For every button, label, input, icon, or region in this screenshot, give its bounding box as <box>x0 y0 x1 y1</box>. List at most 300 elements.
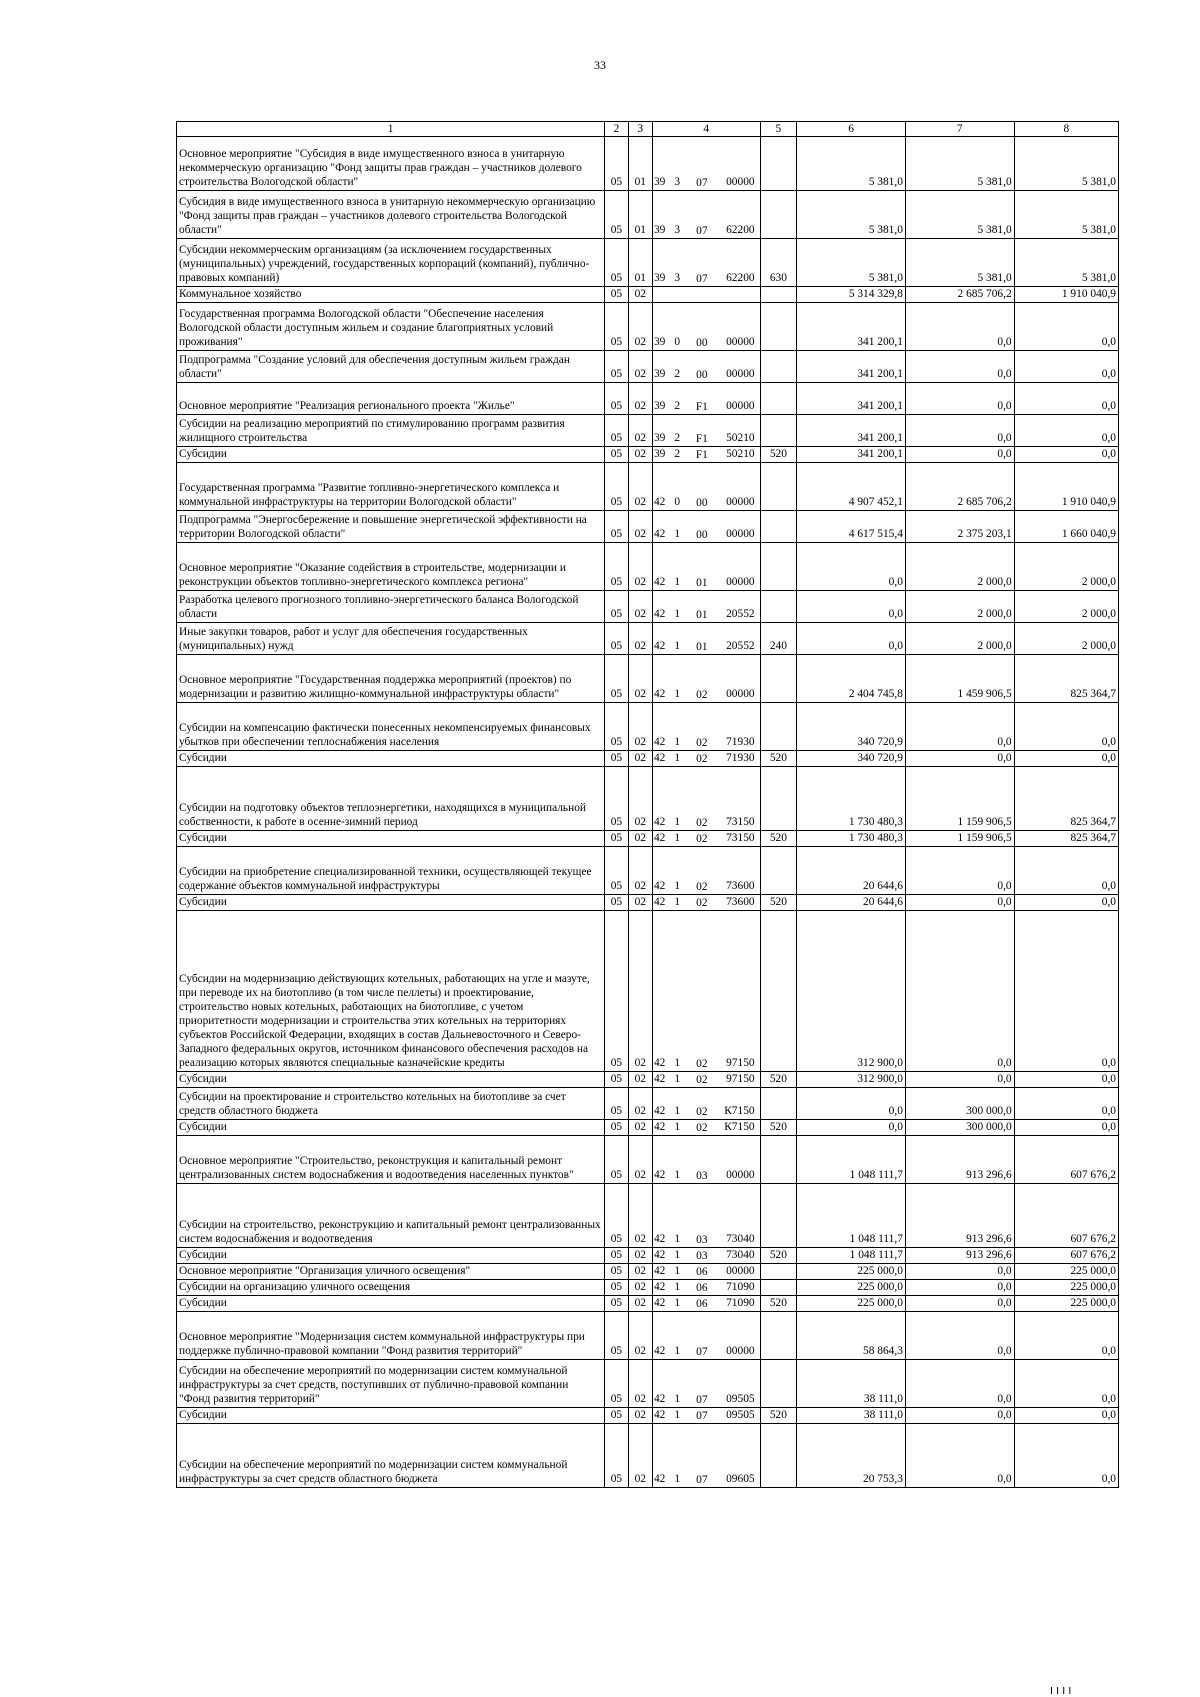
row-subsection-code: 01 <box>628 137 652 191</box>
row-amount-col7: 5 381,0 <box>905 191 1014 239</box>
row-direction-code: 73600 <box>713 847 760 895</box>
row-amount-col7: 5 381,0 <box>905 137 1014 191</box>
row-event-code: 02 <box>690 895 713 911</box>
row-direction-code: 97150 <box>713 1072 760 1088</box>
row-amount-col8: 0,0 <box>1014 383 1118 415</box>
row-amount-col7: 0,0 <box>905 1360 1014 1408</box>
row-amount-col6: 1 730 480,3 <box>797 831 906 847</box>
row-amount-col6: 1 048 111,7 <box>797 1184 906 1248</box>
row-subsection-code: 02 <box>628 1280 652 1296</box>
row-event-code: 03 <box>690 1248 713 1264</box>
row-program-code: 42 <box>652 703 671 751</box>
row-section-code: 05 <box>605 1136 628 1184</box>
row-direction-code: 00000 <box>713 511 760 543</box>
row-amount-col7: 2 000,0 <box>905 623 1014 655</box>
table-row <box>177 1088 1119 1120</box>
row-section-code: 05 <box>605 383 628 415</box>
row-direction-code: 20552 <box>713 591 760 623</box>
table-row <box>177 1184 1119 1248</box>
row-expense-type: 520 <box>760 895 797 911</box>
row-program-code: 39 <box>652 137 671 191</box>
row-event-code: 02 <box>690 1120 713 1136</box>
row-amount-col7: 2 685 706,2 <box>905 463 1014 511</box>
row-expense-type <box>760 1280 797 1296</box>
row-event-code: 01 <box>690 623 713 655</box>
row-subsection-code: 02 <box>628 1312 652 1360</box>
row-amount-col7: 0,0 <box>905 1072 1014 1088</box>
row-subprogram-code: 1 <box>671 895 690 911</box>
row-section-code: 05 <box>605 895 628 911</box>
row-program-code: 42 <box>652 1072 671 1088</box>
row-amount-col6: 225 000,0 <box>797 1264 906 1280</box>
row-amount-col8: 2 000,0 <box>1014 623 1118 655</box>
row-amount-col6: 5 314 329,8 <box>797 287 906 303</box>
row-amount-col7: 913 296,6 <box>905 1248 1014 1264</box>
budget-table <box>176 121 1119 1488</box>
row-amount-col7: 0,0 <box>905 447 1014 463</box>
row-subsection-code: 02 <box>628 1296 652 1312</box>
row-expense-type <box>760 655 797 703</box>
row-program-code: 42 <box>652 511 671 543</box>
row-amount-col8: 825 364,7 <box>1014 831 1118 847</box>
row-amount-col8: 607 676,2 <box>1014 1184 1118 1248</box>
row-expense-type <box>760 543 797 591</box>
row-subprogram-code: 3 <box>671 239 690 287</box>
row-event-code: 07 <box>690 1360 713 1408</box>
row-item-name: Субсидии <box>177 1072 605 1088</box>
row-section-code: 05 <box>605 831 628 847</box>
row-item-name: Субсидии <box>177 831 605 847</box>
row-expense-type <box>760 1312 797 1360</box>
row-section-code: 05 <box>605 415 628 447</box>
row-amount-col7: 0,0 <box>905 1264 1014 1280</box>
row-expense-type: 520 <box>760 1120 797 1136</box>
row-amount-col6: 58 864,3 <box>797 1312 906 1360</box>
row-subsection-code: 02 <box>628 1088 652 1120</box>
row-expense-type: 520 <box>760 1248 797 1264</box>
row-item-name: Субсидии <box>177 1248 605 1264</box>
row-section-code: 05 <box>605 847 628 895</box>
row-section-code: 05 <box>605 767 628 831</box>
row-program-code: 42 <box>652 1248 671 1264</box>
row-item-name: Основное мероприятие "Строительство, реконструкция и капитальный ремонт централизованных систем водоснабжения и водоотведения населенных пунктов" <box>177 1136 605 1184</box>
row-subprogram-code: 1 <box>671 1280 690 1296</box>
row-event-code: 07 <box>690 239 713 287</box>
row-direction-code: 50210 <box>713 415 760 447</box>
row-subprogram-code: 1 <box>671 1312 690 1360</box>
row-event-code: 07 <box>690 1408 713 1424</box>
row-item-name: Основное мероприятие "Оказание содействия в строительстве, модернизации и реконструкции объектов топливно-энергетического комплекса региона" <box>177 543 605 591</box>
row-amount-col6: 341 200,1 <box>797 415 906 447</box>
row-amount-col8: 0,0 <box>1014 1088 1118 1120</box>
row-direction-code: 00000 <box>713 383 760 415</box>
row-subsection-code: 02 <box>628 1424 652 1488</box>
row-subprogram-code: 2 <box>671 447 690 463</box>
row-amount-col8: 5 381,0 <box>1014 239 1118 287</box>
table-row <box>177 191 1119 239</box>
row-amount-col7: 0,0 <box>905 1280 1014 1296</box>
row-event-code: F1 <box>690 383 713 415</box>
row-amount-col6: 340 720,9 <box>797 703 906 751</box>
row-direction-code: 71090 <box>713 1280 760 1296</box>
row-event-code: 02 <box>690 767 713 831</box>
row-section-code: 05 <box>605 137 628 191</box>
row-program-code: 39 <box>652 415 671 447</box>
header-col-1: 1 <box>177 122 605 137</box>
row-program-code: 42 <box>652 911 671 1072</box>
row-expense-type <box>760 1360 797 1408</box>
row-section-code: 05 <box>605 1072 628 1088</box>
row-subprogram-code <box>671 287 690 303</box>
row-subsection-code: 01 <box>628 191 652 239</box>
row-item-name: Иные закупки товаров, работ и услуг для обеспечения государственных (муниципальных) нужд <box>177 623 605 655</box>
row-subprogram-code: 1 <box>671 655 690 703</box>
row-item-name: Разработка целевого прогнозного топливно-энергетического баланса Вологодской области <box>177 591 605 623</box>
row-section-code: 05 <box>605 1280 628 1296</box>
row-section-code: 05 <box>605 1360 628 1408</box>
row-subprogram-code: 2 <box>671 351 690 383</box>
row-amount-col7: 913 296,6 <box>905 1136 1014 1184</box>
row-amount-col8: 0,0 <box>1014 351 1118 383</box>
row-program-code: 42 <box>652 1184 671 1248</box>
row-amount-col8: 2 000,0 <box>1014 591 1118 623</box>
row-section-code: 05 <box>605 1184 628 1248</box>
row-item-name: Субсидии на проектирование и строительство котельных на биотопливе за счет средств областного бюджета <box>177 1088 605 1120</box>
row-event-code: 02 <box>690 1088 713 1120</box>
row-program-code: 42 <box>652 623 671 655</box>
row-section-code: 05 <box>605 703 628 751</box>
row-subsection-code: 02 <box>628 383 652 415</box>
row-item-name: Субсидии на компенсацию фактически понесенных некомпенсируемых финансовых убытков при обеспечении теплоснабжения населения <box>177 703 605 751</box>
row-subprogram-code: 1 <box>671 1360 690 1408</box>
row-program-code: 42 <box>652 591 671 623</box>
row-program-code: 42 <box>652 767 671 831</box>
header-col-4: 4 <box>652 122 760 137</box>
row-expense-type <box>760 1424 797 1488</box>
row-event-code: 02 <box>690 847 713 895</box>
row-event-code: 02 <box>690 751 713 767</box>
row-subsection-code: 02 <box>628 831 652 847</box>
row-amount-col8: 825 364,7 <box>1014 655 1118 703</box>
row-subsection-code: 02 <box>628 767 652 831</box>
row-expense-type: 520 <box>760 831 797 847</box>
row-amount-col7: 0,0 <box>905 1424 1014 1488</box>
table-row <box>177 831 1119 847</box>
row-program-code <box>652 287 671 303</box>
row-direction-code: 09505 <box>713 1360 760 1408</box>
row-expense-type <box>760 511 797 543</box>
row-section-code: 05 <box>605 1296 628 1312</box>
row-expense-type <box>760 383 797 415</box>
row-subsection-code: 02 <box>628 895 652 911</box>
row-event-code: 07 <box>690 1424 713 1488</box>
row-amount-col6: 225 000,0 <box>797 1296 906 1312</box>
row-subsection-code: 02 <box>628 1120 652 1136</box>
row-direction-code: 09505 <box>713 1408 760 1424</box>
header-col-8: 8 <box>1014 122 1118 137</box>
row-expense-type <box>760 191 797 239</box>
row-event-code: 00 <box>690 351 713 383</box>
row-event-code: 06 <box>690 1296 713 1312</box>
row-direction-code: 71930 <box>713 751 760 767</box>
row-amount-col7: 0,0 <box>905 1296 1014 1312</box>
table-row <box>177 1280 1119 1296</box>
table-row <box>177 911 1119 1072</box>
row-program-code: 42 <box>652 543 671 591</box>
row-amount-col6: 5 381,0 <box>797 191 906 239</box>
row-amount-col6: 341 200,1 <box>797 351 906 383</box>
row-amount-col8: 1 660 040,9 <box>1014 511 1118 543</box>
row-subprogram-code: 1 <box>671 767 690 831</box>
row-item-name: Субсидии на строительство, реконструкцию и капитальный ремонт централизованных систем водоснабжения и водоотведения <box>177 1184 605 1248</box>
row-program-code: 42 <box>652 1088 671 1120</box>
row-amount-col6: 225 000,0 <box>797 1280 906 1296</box>
header-row <box>177 122 1119 137</box>
row-subprogram-code: 1 <box>671 623 690 655</box>
table-row <box>177 1312 1119 1360</box>
row-item-name: Субсидии на обеспечение мероприятий по модернизации систем коммунальной инфраструктуры за счет средств, поступивших от публично-правовой компании "Фонд развития территорий" <box>177 1360 605 1408</box>
row-section-code: 05 <box>605 447 628 463</box>
row-amount-col8: 825 364,7 <box>1014 767 1118 831</box>
row-direction-code: 73600 <box>713 895 760 911</box>
row-amount-col6: 4 617 515,4 <box>797 511 906 543</box>
row-program-code: 42 <box>652 751 671 767</box>
row-section-code: 05 <box>605 511 628 543</box>
row-amount-col8: 0,0 <box>1014 911 1118 1072</box>
row-direction-code <box>713 287 760 303</box>
row-subsection-code: 02 <box>628 703 652 751</box>
row-expense-type <box>760 137 797 191</box>
row-program-code: 39 <box>652 383 671 415</box>
row-direction-code: 09605 <box>713 1424 760 1488</box>
table-row <box>177 655 1119 703</box>
row-expense-type <box>760 911 797 1072</box>
row-program-code: 39 <box>652 303 671 351</box>
row-event-code: 02 <box>690 655 713 703</box>
row-subsection-code: 02 <box>628 1408 652 1424</box>
row-amount-col8: 0,0 <box>1014 703 1118 751</box>
row-amount-col6: 0,0 <box>797 543 906 591</box>
row-subsection-code: 02 <box>628 591 652 623</box>
row-amount-col7: 1 159 906,5 <box>905 767 1014 831</box>
row-subprogram-code: 1 <box>671 751 690 767</box>
row-event-code: F1 <box>690 415 713 447</box>
row-subsection-code: 02 <box>628 511 652 543</box>
row-amount-col7: 0,0 <box>905 351 1014 383</box>
row-amount-col8: 607 676,2 <box>1014 1248 1118 1264</box>
row-subprogram-code: 1 <box>671 1120 690 1136</box>
table-row <box>177 895 1119 911</box>
row-expense-type: 520 <box>760 1408 797 1424</box>
row-section-code: 05 <box>605 463 628 511</box>
row-item-name: Субсидия в виде имущественного взноса в унитарную некоммерческую организацию "Фонд защиты прав граждан – участников долевого строительства Вологодской области" <box>177 191 605 239</box>
row-program-code: 42 <box>652 1408 671 1424</box>
row-event-code: 07 <box>690 137 713 191</box>
row-amount-col6: 341 200,1 <box>797 383 906 415</box>
table-row <box>177 415 1119 447</box>
row-event-code: 02 <box>690 911 713 1072</box>
row-subsection-code: 02 <box>628 447 652 463</box>
row-subsection-code: 02 <box>628 351 652 383</box>
row-item-name: Субсидии на модернизацию действующих котельных, работающих на угле и мазуте, при переводе их на биотопливо (в том числе пеллеты) и проектирование, строительство новых котельных, работающих на биотопливе, с учетом приоритетности модернизации и строительства этих котельных на территориях субъектов Российской Федерации, входящих в состав Дальневосточного и Северо-Западного федеральных округов, источником финансового обеспечения расходов на реализацию которых являются специальные казначейские кредиты <box>177 911 605 1072</box>
row-program-code: 42 <box>652 655 671 703</box>
table-row <box>177 767 1119 831</box>
row-item-name: Субсидии некоммерческим организациям (за исключением государственных (муниципальных) учреждений, государственных корпораций (компаний), публично-правовых компаний) <box>177 239 605 287</box>
row-event-code: 06 <box>690 1280 713 1296</box>
row-expense-type <box>760 287 797 303</box>
page-number: 33 <box>594 58 606 72</box>
row-section-code: 05 <box>605 1312 628 1360</box>
row-subsection-code: 02 <box>628 1264 652 1280</box>
row-direction-code: 73150 <box>713 767 760 831</box>
row-subprogram-code: 1 <box>671 847 690 895</box>
row-amount-col6: 20 644,6 <box>797 847 906 895</box>
row-amount-col8: 0,0 <box>1014 1408 1118 1424</box>
row-amount-col6: 1 730 480,3 <box>797 767 906 831</box>
row-subprogram-code: 3 <box>671 191 690 239</box>
row-subprogram-code: 1 <box>671 1408 690 1424</box>
row-item-name: Субсидии на подготовку объектов теплоэнергетики, находящихся в муниципальной собственности, к работе в осенне-зимний период <box>177 767 605 831</box>
header-col-5: 5 <box>760 122 797 137</box>
row-amount-col7: 2 000,0 <box>905 591 1014 623</box>
row-expense-type <box>760 303 797 351</box>
row-subprogram-code: 1 <box>671 1296 690 1312</box>
row-amount-col7: 2 685 706,2 <box>905 287 1014 303</box>
row-section-code: 05 <box>605 303 628 351</box>
row-subsection-code: 02 <box>628 1248 652 1264</box>
row-direction-code: 00000 <box>713 303 760 351</box>
row-subprogram-code: 0 <box>671 303 690 351</box>
row-direction-code: 00000 <box>713 137 760 191</box>
row-event-code: 06 <box>690 1264 713 1280</box>
row-amount-col7: 0,0 <box>905 303 1014 351</box>
row-section-code: 05 <box>605 1248 628 1264</box>
row-amount-col7: 0,0 <box>905 383 1014 415</box>
row-amount-col6: 1 048 111,7 <box>797 1248 906 1264</box>
row-amount-col7: 0,0 <box>905 895 1014 911</box>
table-row <box>177 703 1119 751</box>
row-subprogram-code: 2 <box>671 415 690 447</box>
row-amount-col7: 0,0 <box>905 911 1014 1072</box>
row-expense-type: 630 <box>760 239 797 287</box>
row-amount-col7: 0,0 <box>905 703 1014 751</box>
row-subprogram-code: 1 <box>671 543 690 591</box>
row-subsection-code: 02 <box>628 463 652 511</box>
row-amount-col6: 2 404 745,8 <box>797 655 906 703</box>
row-expense-type <box>760 767 797 831</box>
table-row <box>177 303 1119 351</box>
row-section-code: 05 <box>605 1408 628 1424</box>
row-amount-col6: 341 200,1 <box>797 303 906 351</box>
row-program-code: 42 <box>652 1136 671 1184</box>
row-program-code: 39 <box>652 239 671 287</box>
table-row <box>177 543 1119 591</box>
row-item-name: Основное мероприятие "Субсидия в виде имущественного взноса в унитарную некоммерческую организацию "Фонд защиты прав граждан – участников долевого строительства Вологодской области" <box>177 137 605 191</box>
row-event-code: 02 <box>690 703 713 751</box>
row-direction-code: К7150 <box>713 1120 760 1136</box>
row-subprogram-code: 3 <box>671 137 690 191</box>
row-amount-col6: 341 200,1 <box>797 447 906 463</box>
row-amount-col8: 5 381,0 <box>1014 137 1118 191</box>
row-program-code: 42 <box>652 1120 671 1136</box>
row-amount-col7: 0,0 <box>905 1408 1014 1424</box>
row-amount-col8: 0,0 <box>1014 751 1118 767</box>
row-direction-code: 00000 <box>713 351 760 383</box>
row-section-code: 05 <box>605 543 628 591</box>
row-subsection-code: 02 <box>628 847 652 895</box>
row-amount-col6: 5 381,0 <box>797 239 906 287</box>
table-row <box>177 1408 1119 1424</box>
row-section-code: 05 <box>605 655 628 703</box>
row-program-code: 39 <box>652 191 671 239</box>
row-subprogram-code: 1 <box>671 1248 690 1264</box>
table-row <box>177 591 1119 623</box>
row-section-code: 05 <box>605 191 628 239</box>
row-expense-type <box>760 463 797 511</box>
row-event-code: 01 <box>690 543 713 591</box>
row-amount-col8: 0,0 <box>1014 895 1118 911</box>
row-amount-col7: 0,0 <box>905 1312 1014 1360</box>
row-amount-col7: 5 381,0 <box>905 239 1014 287</box>
row-subsection-code: 02 <box>628 1184 652 1248</box>
row-amount-col7: 1 459 906,5 <box>905 655 1014 703</box>
row-expense-type <box>760 1264 797 1280</box>
table-row <box>177 1296 1119 1312</box>
row-subprogram-code: 0 <box>671 463 690 511</box>
table-row <box>177 1424 1119 1488</box>
row-section-code: 05 <box>605 239 628 287</box>
table-row <box>177 1120 1119 1136</box>
row-item-name: Субсидии на обеспечение мероприятий по модернизации систем коммунальной инфраструктуры за счет средств областного бюджета <box>177 1424 605 1488</box>
row-subprogram-code: 1 <box>671 911 690 1072</box>
row-direction-code: 00000 <box>713 543 760 591</box>
row-event-code: 03 <box>690 1136 713 1184</box>
row-program-code: 42 <box>652 1264 671 1280</box>
row-item-name: Основное мероприятие "Организация уличного освещения" <box>177 1264 605 1280</box>
row-amount-col8: 607 676,2 <box>1014 1136 1118 1184</box>
row-subprogram-code: 1 <box>671 1088 690 1120</box>
row-section-code: 05 <box>605 591 628 623</box>
row-amount-col8: 0,0 <box>1014 303 1118 351</box>
row-subsection-code: 02 <box>628 543 652 591</box>
row-direction-code: 73040 <box>713 1248 760 1264</box>
row-subsection-code: 02 <box>628 1136 652 1184</box>
row-expense-type: 520 <box>760 751 797 767</box>
row-direction-code: 00000 <box>713 1136 760 1184</box>
row-direction-code: 20552 <box>713 623 760 655</box>
table-row <box>177 751 1119 767</box>
row-amount-col7: 0,0 <box>905 751 1014 767</box>
row-event-code: F1 <box>690 447 713 463</box>
row-amount-col6: 4 907 452,1 <box>797 463 906 511</box>
row-program-code: 42 <box>652 847 671 895</box>
row-program-code: 42 <box>652 1280 671 1296</box>
row-subprogram-code: 1 <box>671 1424 690 1488</box>
row-item-name: Государственная программа Вологодской области "Обеспечение населения Вологодской области доступным жильем и создание благоприятных условий проживания" <box>177 303 605 351</box>
row-subsection-code: 02 <box>628 1360 652 1408</box>
row-event-code: 00 <box>690 303 713 351</box>
row-item-name: Субсидии <box>177 447 605 463</box>
table-row <box>177 137 1119 191</box>
row-amount-col8: 0,0 <box>1014 1312 1118 1360</box>
row-item-name: Субсидии на реализацию мероприятий по стимулированию программ развития жилищного строительства <box>177 415 605 447</box>
row-program-code: 42 <box>652 1360 671 1408</box>
row-event-code: 00 <box>690 511 713 543</box>
row-subprogram-code: 1 <box>671 831 690 847</box>
row-amount-col8: 0,0 <box>1014 847 1118 895</box>
row-expense-type <box>760 591 797 623</box>
row-subsection-code: 02 <box>628 911 652 1072</box>
